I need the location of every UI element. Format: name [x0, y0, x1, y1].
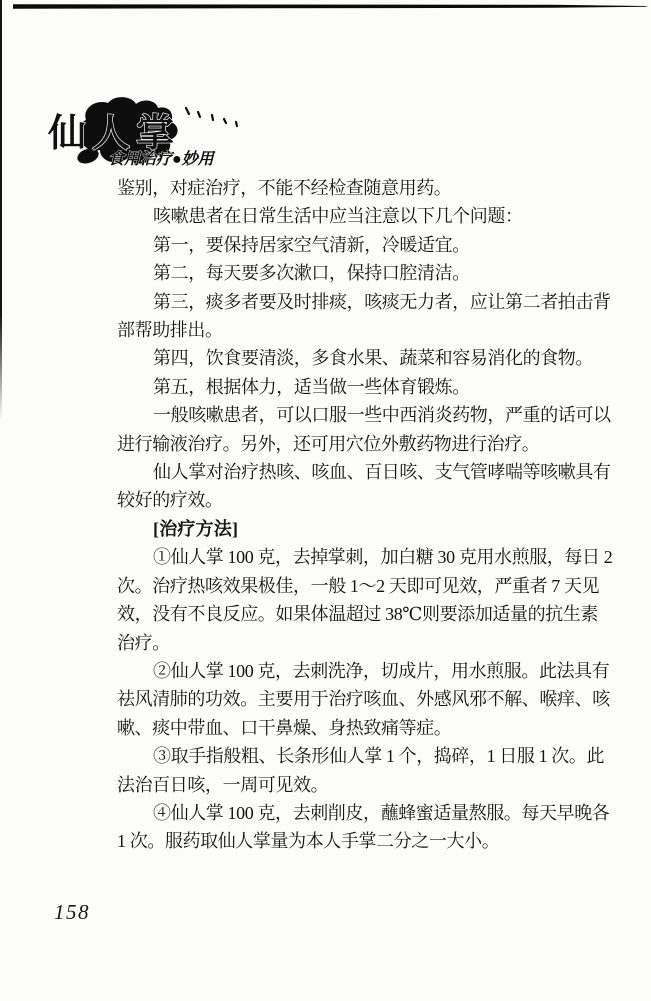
- text-line: ①仙人掌 100 克，去掉掌刺，加白糖 30 克用水煎服，每日 2: [153, 547, 613, 568]
- text-line: 祛风清肺的功效。主要用于治疗咳血、外感风邪不解、喉痒、咳: [117, 689, 610, 710]
- text-line: ④仙人掌 100 克，去刺削皮，蘸蜂蜜适量熬服。每天早晚各: [153, 802, 610, 823]
- text-line: 次。治疗热咳效果极佳，一般 1～2 天即可见效，严重者 7 天见: [117, 575, 600, 596]
- text-line: 法治百日咳，一周可见效。: [117, 774, 329, 795]
- text-line: ②仙人掌 100 克，去刺洗净，切成片，用水煎服。此法具有: [153, 660, 610, 681]
- text-line: 第二，每天要多次漱口，保持口腔清洁。: [153, 263, 470, 284]
- logo-title: 仙人掌: [48, 113, 181, 155]
- scan-streak-artifact: [13, 4, 648, 9]
- text-line: ③取手指般粗、长条形仙人掌 1 个，捣碎，1 日服 1 次。此: [153, 746, 605, 767]
- chapter-logo: [46, 96, 256, 176]
- text-line: 咳嗽患者在日常生活中应当注意以下几个问题：: [153, 206, 523, 227]
- text-line: 较好的疗效。: [117, 490, 223, 511]
- text-line: 治疗。: [117, 632, 170, 653]
- page-number: 158: [54, 900, 90, 924]
- body-text: [117, 174, 617, 856]
- logo-subtitle: 食用治疗●妙用: [108, 151, 214, 168]
- text-line: 进行输液治疗。另外，还可用穴位外敷药物进行治疗。: [117, 433, 540, 454]
- text-line: 部帮助排出。: [117, 320, 223, 341]
- text-line: 第四，饮食要清淡，多食水果、蔬菜和容易消化的食物。: [153, 348, 593, 369]
- text-line: 一般咳嗽患者，可以口服一些中西消炎药物，严重的话可以: [153, 405, 611, 426]
- text-line: 仙人掌对治疗热咳、咳血、百日咳、支气管哮喘等咳嗽具有: [153, 462, 611, 483]
- text-line: 效，没有不良反应。如果体温超过 38℃则要添加适量的抗生素: [117, 604, 599, 625]
- scan-edge-artifact: [0, 0, 2, 420]
- ink-speckles: [186, 108, 237, 126]
- text-line: 嗽、痰中带血、口干鼻燥、身热致痛等症。: [117, 717, 452, 738]
- text-line: 1 次。服药取仙人掌量为本人手掌二分之一大小。: [117, 831, 500, 852]
- text-line: 第五，根据体力，适当做一些体育锻炼。: [153, 376, 470, 397]
- text-line: 第三，痰多者要及时排痰，咳痰无力者，应让第二者拍击背: [153, 291, 611, 312]
- cactus-ink-blob-icon: [46, 96, 256, 176]
- text-line: [治疗方法]: [153, 518, 239, 539]
- text-line: 鉴别，对症治疗，不能不经检查随意用药。: [117, 178, 452, 198]
- text-line: 第一，要保持居家空气清新，冷暖适宜。: [153, 234, 470, 255]
